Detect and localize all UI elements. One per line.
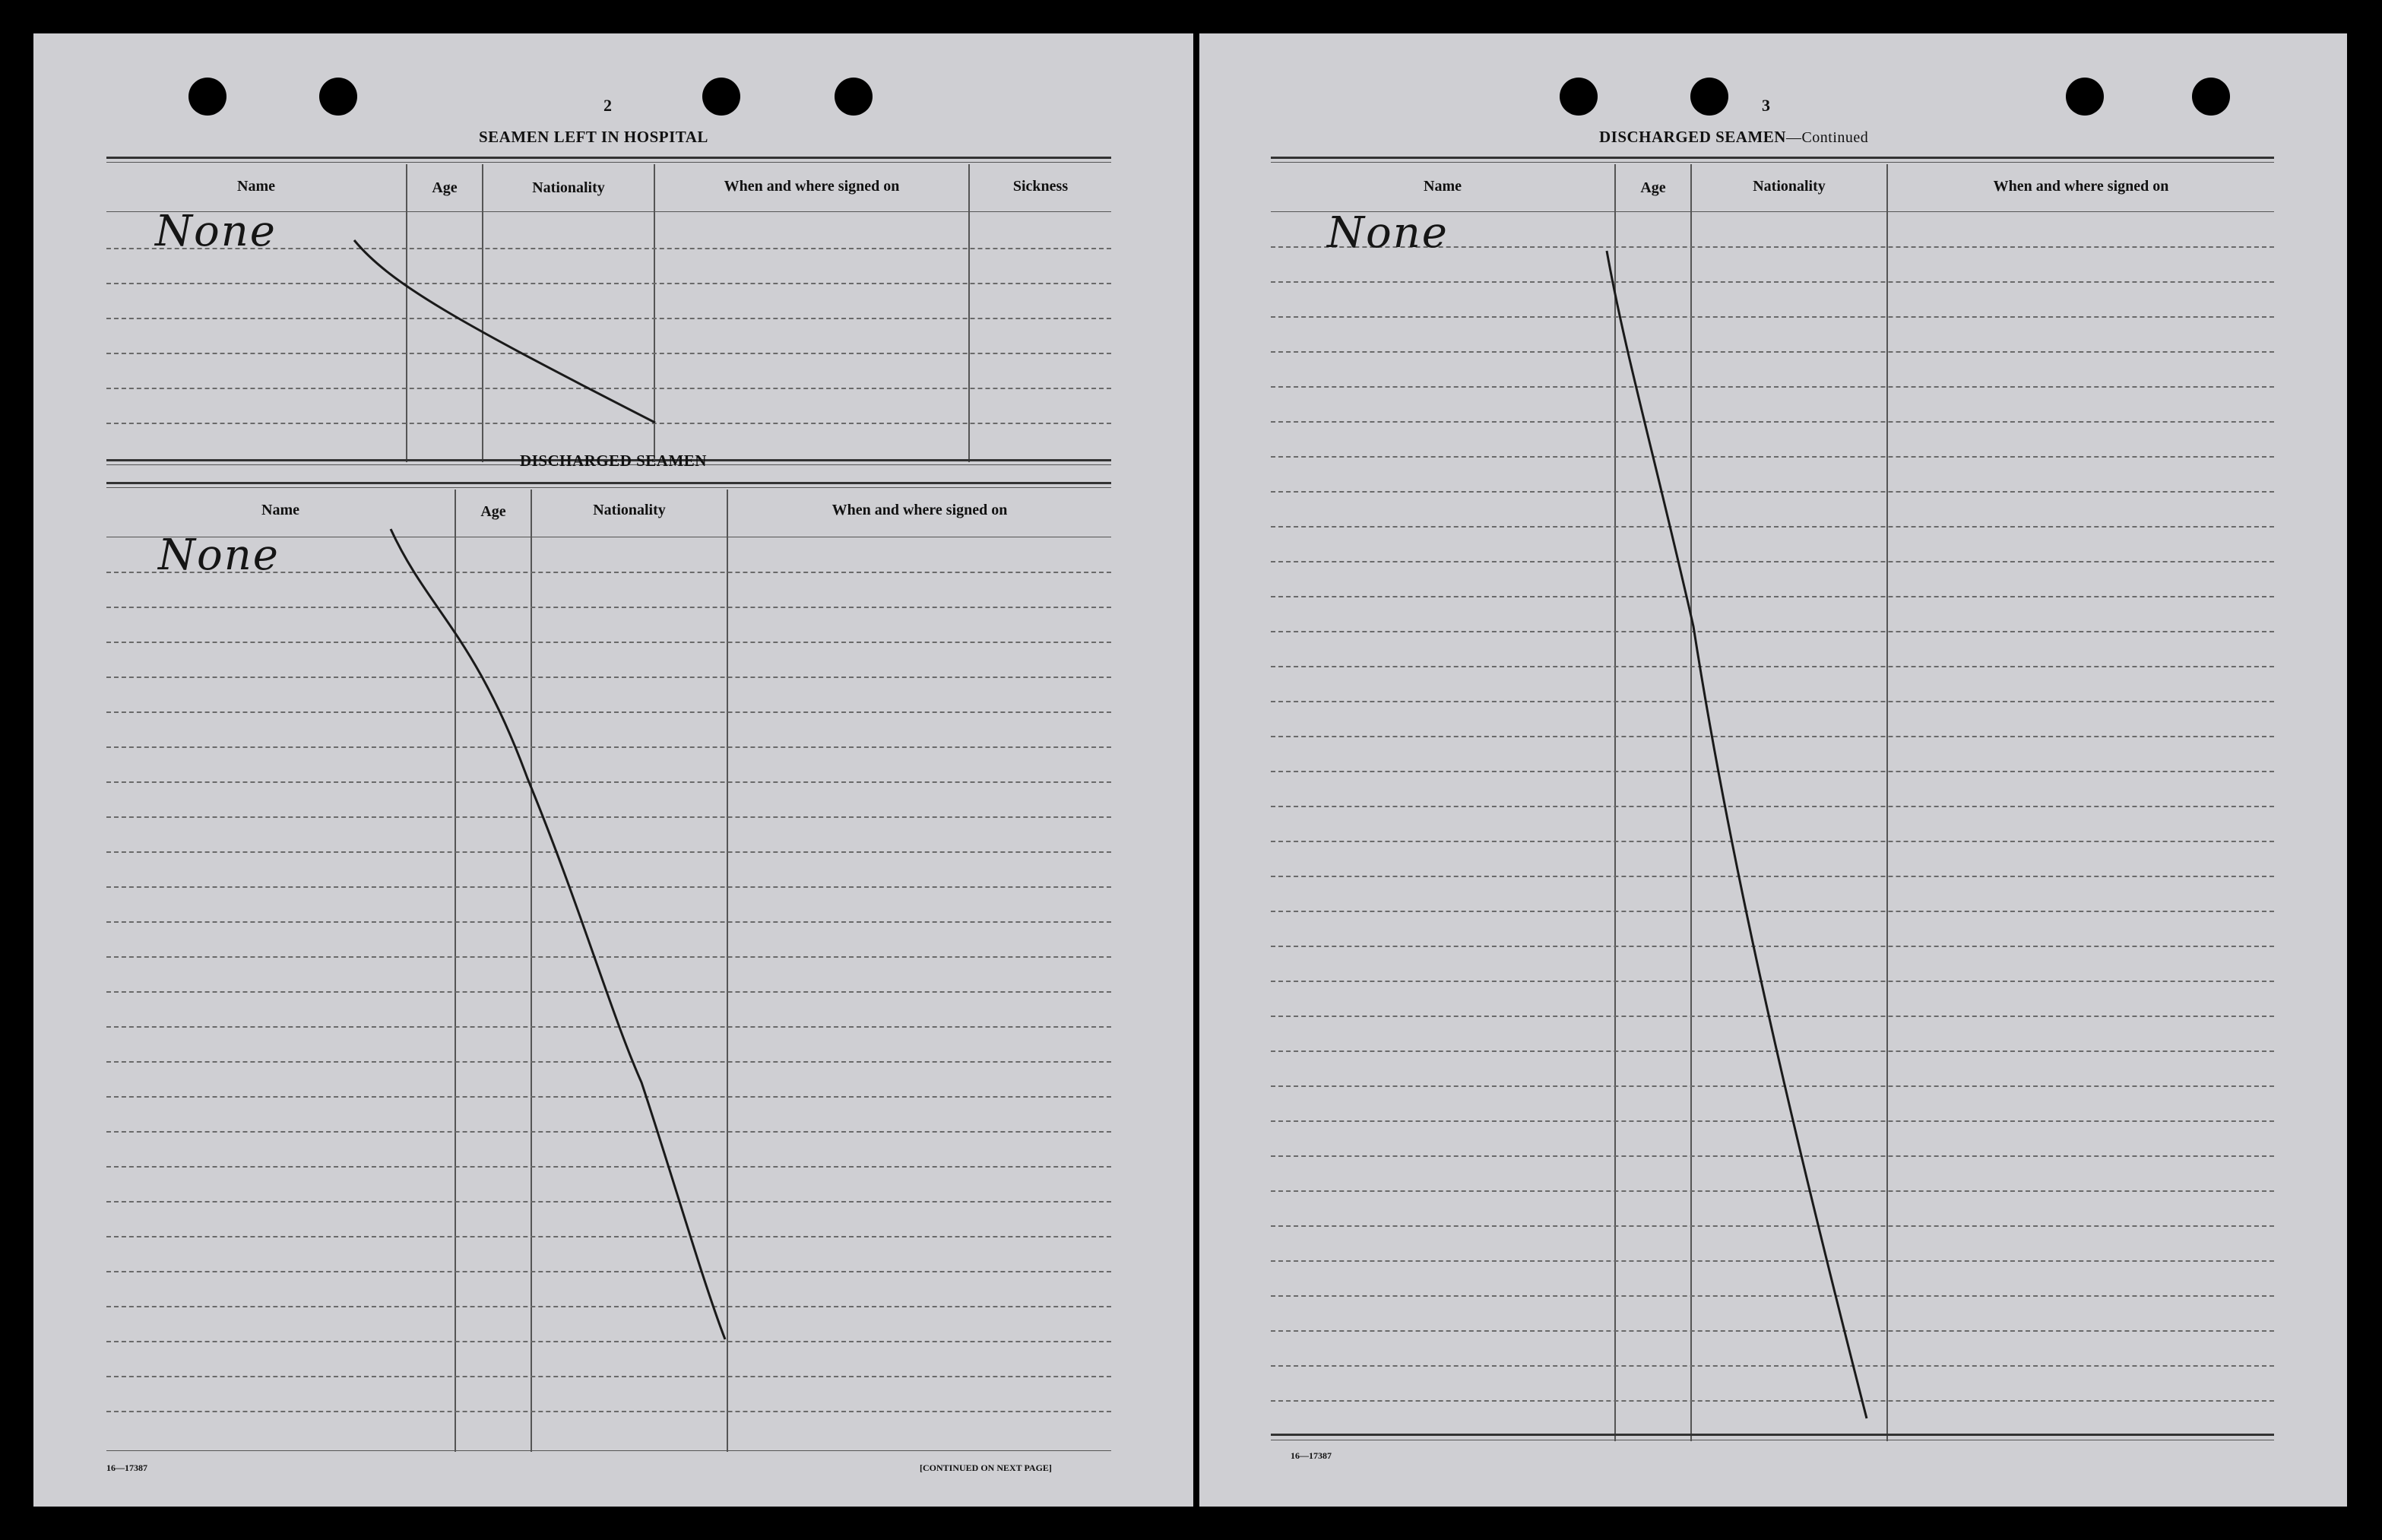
column-header-age: Age xyxy=(1640,179,1666,196)
continued-note: [CONTINUED ON NEXT PAGE] xyxy=(920,1462,1052,1473)
column-header-nationality: Nationality xyxy=(1753,178,1826,195)
page-number: 3 xyxy=(1762,96,1770,115)
column-header-signed-on: When and where signed on xyxy=(831,502,1008,518)
handwritten-entry: None xyxy=(155,207,277,256)
form-number: 16—17387 xyxy=(1291,1450,1332,1461)
column-header-nationality: Nationality xyxy=(532,179,605,196)
section-title-hospital: SEAMEN LEFT IN HOSPITAL xyxy=(479,128,708,146)
column-header-signed-on: When and where signed on xyxy=(724,178,900,195)
strike-through-lines xyxy=(33,33,1193,1507)
right-page xyxy=(1199,33,2347,1507)
column-header-nationality: Nationality xyxy=(593,502,666,518)
handwritten-entry: None xyxy=(1327,208,1449,258)
handwritten-entry: None xyxy=(158,531,280,580)
section-title-text: DISCHARGED SEAMEN xyxy=(1599,128,1786,146)
column-header-signed-on: When and where signed on xyxy=(1993,178,2169,195)
column-header-age: Age xyxy=(480,503,506,520)
strike-through-line xyxy=(1199,33,2347,1507)
left-page xyxy=(33,33,1193,1507)
section-title-discharged: DISCHARGED SEAMEN xyxy=(520,452,707,470)
column-header-name: Name xyxy=(237,178,275,195)
continued-suffix: —Continued xyxy=(1785,129,1869,146)
page-number: 2 xyxy=(603,96,612,115)
column-header-name: Name xyxy=(261,502,299,518)
column-header-age: Age xyxy=(432,179,458,196)
form-number: 16—17387 xyxy=(106,1462,147,1473)
column-header-sickness: Sickness xyxy=(1012,178,1069,195)
column-header-name: Name xyxy=(1424,178,1462,195)
